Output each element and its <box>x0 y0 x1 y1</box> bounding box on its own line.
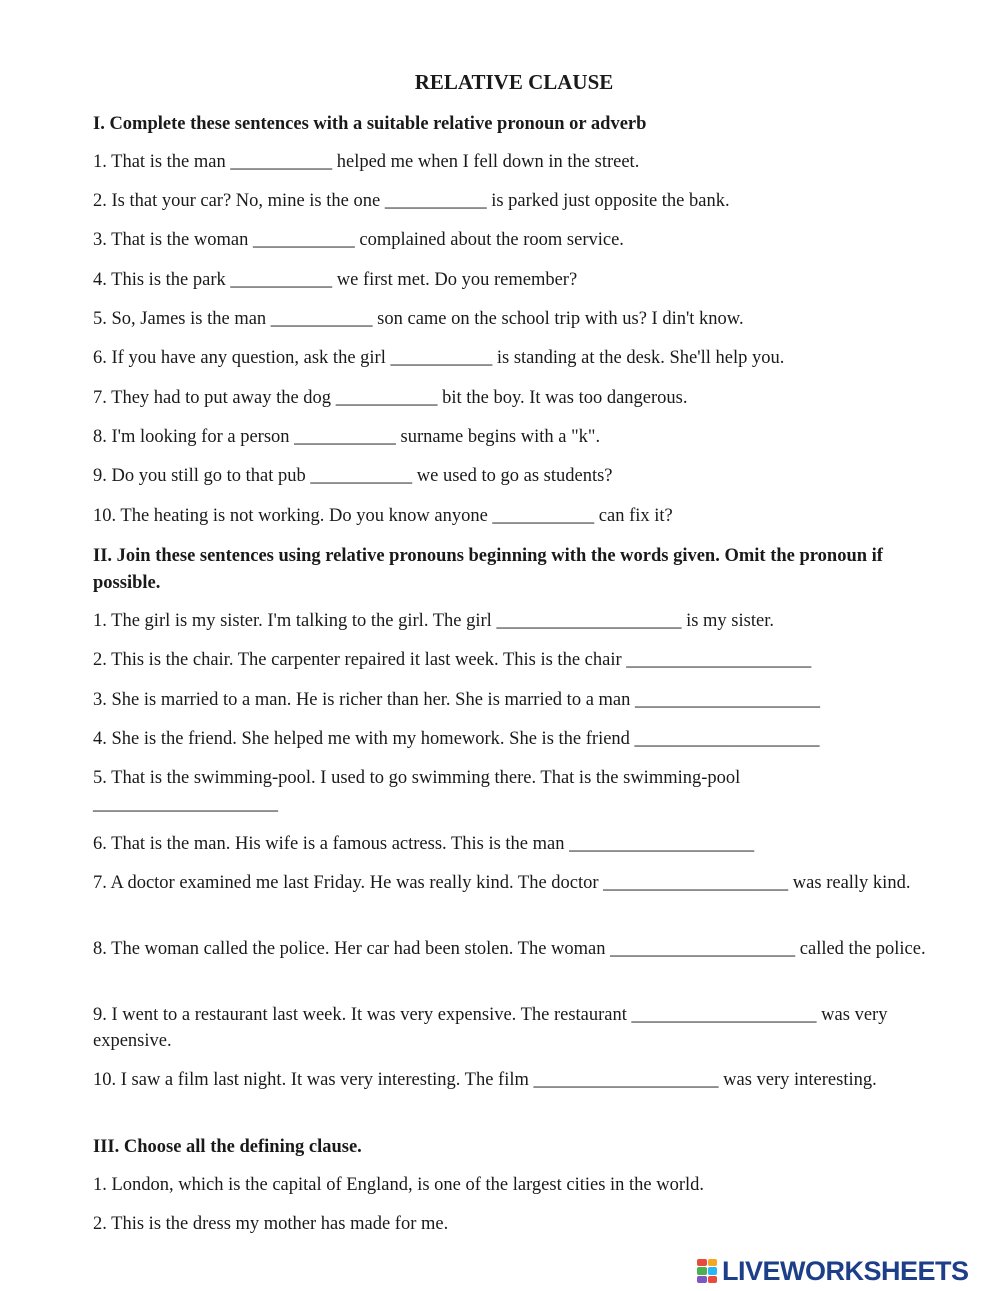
s1-item-6: 6. If you have any question, ask the girl ___________ is standing at the desk. She'll help you. <box>93 345 943 371</box>
answer-blank[interactable]: ____________________ <box>634 729 820 749</box>
s2-item-7: 7. A doctor examined me last Friday. He was really kind. The doctor ____________________ was really kind. <box>93 870 935 896</box>
answer-blank[interactable]: ___________ <box>230 152 333 172</box>
logo-block <box>697 1259 707 1266</box>
s2-item-5: 5. That is the swimming-pool. I used to go swimming there. That is the swimming-pool ____________________ <box>93 765 935 817</box>
s1-item-4: 4. This is the park ___________ we first met. Do you remember? <box>93 267 943 293</box>
s2-item-1: 1. The girl is my sister. I'm talking to the girl. The girl ____________________ is my sister. <box>93 608 943 634</box>
logo-block <box>697 1276 707 1283</box>
s1-item-5: 5. So, James is the man ___________ son came on the school trip with us? I din't know. <box>93 306 943 332</box>
answer-blank[interactable]: ___________ <box>492 506 595 526</box>
page-title: RELATIVE CLAUSE <box>414 70 614 94</box>
logo-text: LIVEWORKSHEETS <box>722 1255 969 1286</box>
s2-item-10: 10. I saw a film last night. It was very interesting. The film ____________________ was very interesting. <box>93 1067 935 1093</box>
s1-item-7: 7. They had to put away the dog ___________ bit the boy. It was too dangerous. <box>93 385 943 411</box>
answer-blank[interactable]: ___________ <box>310 466 413 486</box>
section-3-heading: III. Choose all the defining clause. <box>93 1137 362 1157</box>
answer-blank[interactable]: ____________________ <box>496 611 682 631</box>
s3-item-1[interactable]: 1. London, which is the capital of England, is one of the largest cities in the world. <box>93 1175 705 1195</box>
answer-blank[interactable]: ____________________ <box>93 794 278 814</box>
s1-item-2: 2. Is that your car? No, mine is the one ___________ is parked just opposite the bank. <box>93 188 943 214</box>
answer-blank[interactable]: ___________ <box>390 348 493 368</box>
s1-item-9: 9. Do you still go to that pub ___________ we used to go as students? <box>93 463 943 489</box>
answer-blank[interactable]: ____________________ <box>631 1005 817 1025</box>
s2-item-6: 6. That is the man. His wife is a famous actress. This is the man ____________________ <box>93 831 943 857</box>
logo-block <box>708 1259 718 1266</box>
s2-item-3: 3. She is married to a man. He is richer than her. She is married to a man ____________________ <box>93 687 943 713</box>
answer-blank[interactable]: ____________________ <box>610 939 796 959</box>
answer-blank[interactable]: ___________ <box>230 270 333 290</box>
answer-blank[interactable]: ____________________ <box>635 690 821 710</box>
answer-blank[interactable]: ____________________ <box>533 1070 719 1090</box>
s1-item-10: 10. The heating is not working. Do you know anyone ___________ can fix it? <box>93 503 943 529</box>
answer-blank[interactable]: ___________ <box>294 427 396 447</box>
s1-item-3: 3. That is the woman ___________ complained about the room service. <box>93 227 943 253</box>
s2-item-8: 8. The woman called the police. Her car had been stolen. The woman ____________________ called the police. <box>93 936 935 962</box>
logo-mark-icon <box>697 1259 717 1283</box>
logo-block <box>708 1276 718 1283</box>
s2-item-2: 2. This is the chair. The carpenter repaired it last week. This is the chair ____________________ <box>93 647 943 673</box>
section-2-heading: II. Join these sentences using relative pronouns beginning with the words given. Omit the pronoun if possible. <box>93 546 883 593</box>
answer-blank[interactable]: ___________ <box>384 191 487 211</box>
answer-blank[interactable]: ____________________ <box>603 873 789 893</box>
liveworksheets-logo <box>697 1256 969 1286</box>
logo-block <box>708 1267 718 1274</box>
s3-item-2[interactable]: 2. This is the dress my mother has made for me. <box>93 1214 449 1234</box>
answer-blank[interactable]: ____________________ <box>626 650 812 670</box>
answer-blank[interactable]: ___________ <box>252 230 355 250</box>
logo-block <box>697 1267 707 1274</box>
s1-item-1: 1. That is the man ___________ helped me when I fell down in the street. <box>93 149 943 175</box>
section-1-heading: I. Complete these sentences with a suitable relative pronoun or adverb <box>93 114 647 134</box>
s2-item-4: 4. She is the friend. She helped me with my homework. She is the friend ____________________ <box>93 726 943 752</box>
s2-item-9: 9. I went to a restaurant last week. It was very expensive. The restaurant ____________________ was very expensive. <box>93 1002 935 1054</box>
s1-item-8: 8. I'm looking for a person ___________ surname begins with a "k". <box>93 424 943 450</box>
answer-blank[interactable]: ___________ <box>335 388 438 408</box>
answer-blank[interactable]: ___________ <box>270 309 373 329</box>
answer-blank[interactable]: ____________________ <box>569 834 755 854</box>
